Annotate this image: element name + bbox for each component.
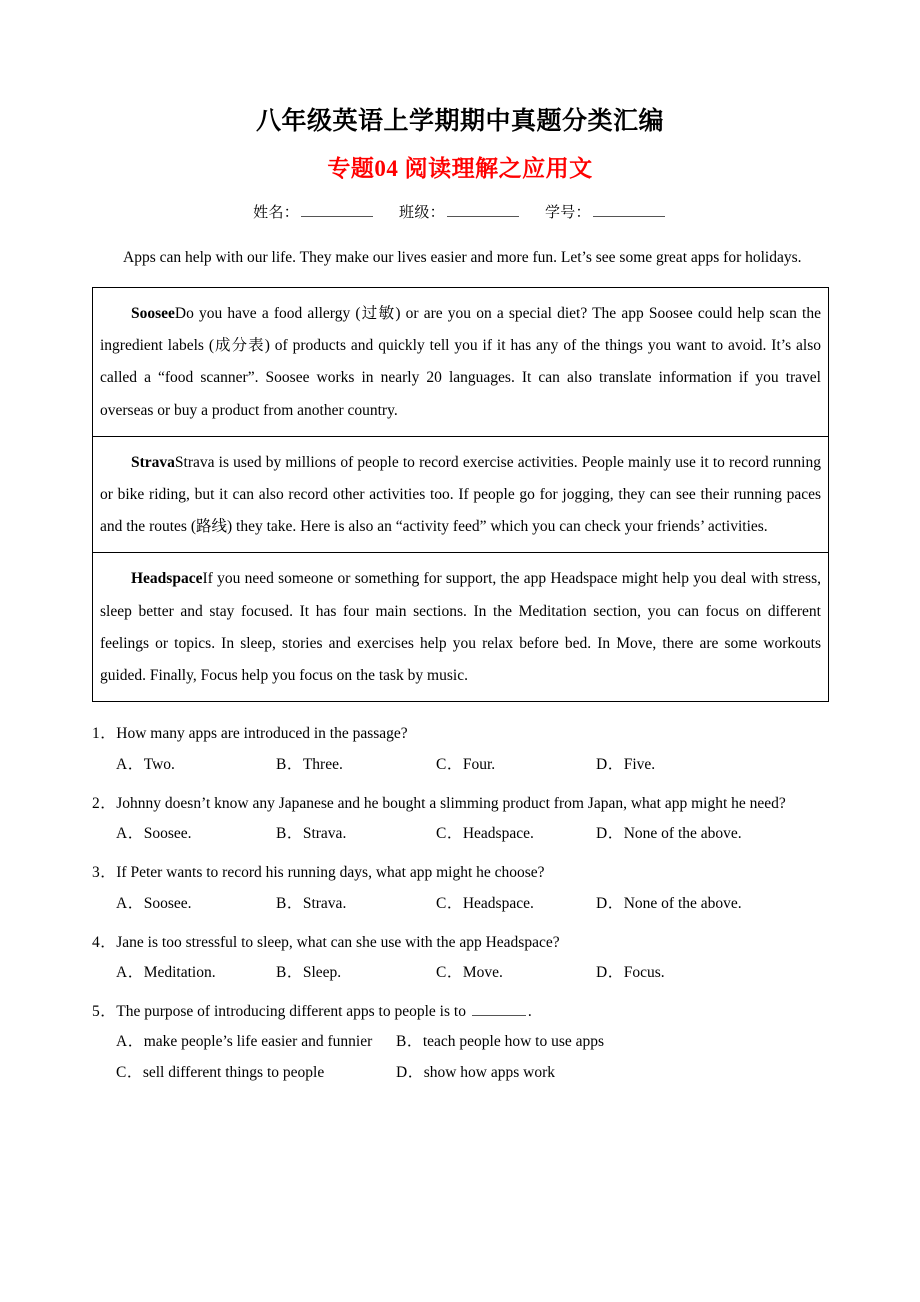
option-letter: B． — [276, 755, 303, 773]
question-stem — [92, 928, 828, 958]
option-letter: A． — [116, 963, 144, 981]
app-name: Headspace — [131, 570, 203, 588]
option-text: Strava. — [302, 825, 347, 843]
question-options — [92, 750, 828, 780]
option-a[interactable] — [116, 819, 276, 849]
student-info-line — [0, 183, 920, 222]
option-text: Move. — [462, 963, 503, 981]
option-a[interactable] — [116, 958, 276, 988]
option-text: sell different things to people — [142, 1063, 325, 1081]
question-number: 4． — [92, 933, 117, 951]
table-row — [93, 288, 828, 437]
question-5 — [92, 988, 828, 1088]
option-letter: C． — [436, 755, 463, 773]
option-letter: D． — [596, 894, 624, 912]
name-blank[interactable] — [301, 201, 373, 216]
question-text: If Peter wants to record his running days, what app might he choose? — [116, 864, 545, 882]
questions-list — [0, 702, 920, 1087]
question-number: 3． — [92, 864, 117, 882]
option-letter: B． — [276, 963, 303, 981]
option-b[interactable] — [396, 1027, 676, 1057]
option-letter: A． — [116, 1033, 144, 1051]
option-text: Headspace. — [462, 894, 534, 912]
answer-blank[interactable] — [472, 1001, 526, 1016]
option-text: None of the above. — [623, 894, 742, 912]
name-label: 姓名： — [253, 204, 300, 221]
number-label: 学号： — [544, 204, 591, 221]
question-1 — [92, 710, 828, 779]
class-label: 班级： — [399, 204, 445, 221]
option-c[interactable] — [436, 819, 596, 849]
question-number: 5． — [92, 1003, 117, 1021]
option-text: Headspace. — [462, 825, 534, 843]
table-row — [93, 437, 828, 554]
option-c[interactable] — [436, 889, 596, 919]
question-2 — [92, 780, 828, 849]
option-c[interactable] — [116, 1058, 396, 1088]
option-text: Strava. — [302, 894, 347, 912]
option-letter: C． — [436, 825, 463, 843]
option-letter: A． — [116, 825, 144, 843]
option-b[interactable] — [276, 958, 436, 988]
question-options-row-1 — [92, 1027, 828, 1057]
intro-paragraph: Apps can help with our life. They make our lives easier and more fun. Let’s see some great apps for holidays. — [123, 248, 802, 266]
option-letter: B． — [396, 1033, 423, 1051]
option-d[interactable] — [596, 958, 756, 988]
app-description: Do you have a food allergy (过敏) or are you on a special diet? The app Soosee could help scan the ingredient labels (成分表) of products and quickly tell you if it has any of the things you want to avoid. It’s also called a “food scanner”. Soosee works in nearly 20 languages. It can also translate information if you travel overseas or buy a product from another country. — [100, 304, 821, 419]
question-stem — [92, 858, 828, 888]
option-d[interactable] — [596, 750, 756, 780]
option-letter: A． — [116, 894, 144, 912]
option-d[interactable] — [596, 819, 756, 849]
app-paragraph — [100, 298, 821, 427]
option-text: make people’s life easier and funnier — [143, 1033, 373, 1051]
app-name: Strava — [131, 453, 175, 471]
question-stem — [92, 789, 828, 819]
option-a[interactable] — [116, 750, 276, 780]
option-letter: D． — [596, 755, 624, 773]
option-text: Meditation. — [143, 963, 216, 981]
page-subtitle: 专题04 阅读理解之应用文 — [327, 156, 593, 181]
option-text: Focus. — [623, 963, 665, 981]
option-b[interactable] — [276, 889, 436, 919]
option-text: Four. — [462, 755, 496, 773]
question-options — [92, 889, 828, 919]
table-row — [93, 553, 828, 701]
option-d[interactable] — [396, 1058, 676, 1088]
question-text: Johnny doesn’t know any Japanese and he bought a slimming product from Japan, what app might he need? — [116, 794, 786, 812]
app-paragraph — [100, 563, 821, 692]
page-title: 八年级英语上学期期中真题分类汇编 — [255, 108, 664, 135]
option-letter: C． — [116, 1063, 143, 1081]
option-c[interactable] — [436, 958, 596, 988]
option-text: teach people how to use apps — [422, 1033, 605, 1051]
app-description: Strava is used by millions of people to record exercise activities. People mainly use it to record running or bike riding, but it can also record other activities too. If people go for jogging, they can see their running paces and the routes (路线) they take. Here is also an “activity feed” which you can check your friends’ activities. — [100, 453, 821, 536]
option-text: None of the above. — [623, 825, 742, 843]
question-stem — [92, 997, 828, 1027]
option-text: Soosee. — [143, 894, 192, 912]
question-3 — [92, 849, 828, 918]
question-text: How many apps are introduced in the passage? — [116, 725, 408, 743]
option-letter: B． — [276, 894, 303, 912]
option-letter: D． — [596, 963, 624, 981]
question-number: 1． — [92, 725, 117, 743]
option-letter: A． — [116, 755, 144, 773]
option-a[interactable] — [116, 1027, 396, 1057]
option-c[interactable] — [436, 750, 596, 780]
option-letter: B． — [276, 825, 303, 843]
number-blank[interactable] — [593, 201, 665, 216]
class-blank[interactable] — [447, 201, 519, 216]
option-a[interactable] — [116, 889, 276, 919]
app-name: Soosee — [131, 304, 175, 322]
option-letter: D． — [396, 1063, 424, 1081]
question-text: The purpose of introducing different apps to people is to — [116, 1003, 470, 1021]
question-text: Jane is too stressful to sleep, what can she use with the app Headspace? — [116, 933, 560, 951]
option-d[interactable] — [596, 889, 756, 919]
app-description: If you need someone or something for support, the app Headspace might help you deal with stress, sleep better and stay focused. It has four main sections. In the Meditation section, you can focus on different feelings or topics. In sleep, stories and exercises help you relax before bed. In Move, there are some workouts guided. Finally, Focus help you focus on the task by music. — [100, 570, 821, 685]
option-text: Sleep. — [302, 963, 342, 981]
app-paragraph — [100, 447, 821, 544]
option-text: Two. — [143, 755, 175, 773]
option-letter: C． — [436, 963, 463, 981]
option-text: Three. — [302, 755, 343, 773]
question-options — [92, 819, 828, 849]
option-text: Five. — [623, 755, 656, 773]
question-number: 2． — [92, 794, 117, 812]
option-b[interactable] — [276, 819, 436, 849]
option-letter: D． — [596, 825, 624, 843]
option-b[interactable] — [276, 750, 436, 780]
question-stem — [92, 719, 828, 749]
apps-table — [92, 287, 829, 703]
option-letter: C． — [436, 894, 463, 912]
option-text: Soosee. — [143, 825, 192, 843]
question-options — [92, 958, 828, 988]
option-text: show how apps work — [423, 1063, 556, 1081]
question-options-row-2 — [92, 1058, 828, 1088]
question-4 — [92, 919, 828, 988]
question-text-end: . — [527, 1003, 532, 1021]
